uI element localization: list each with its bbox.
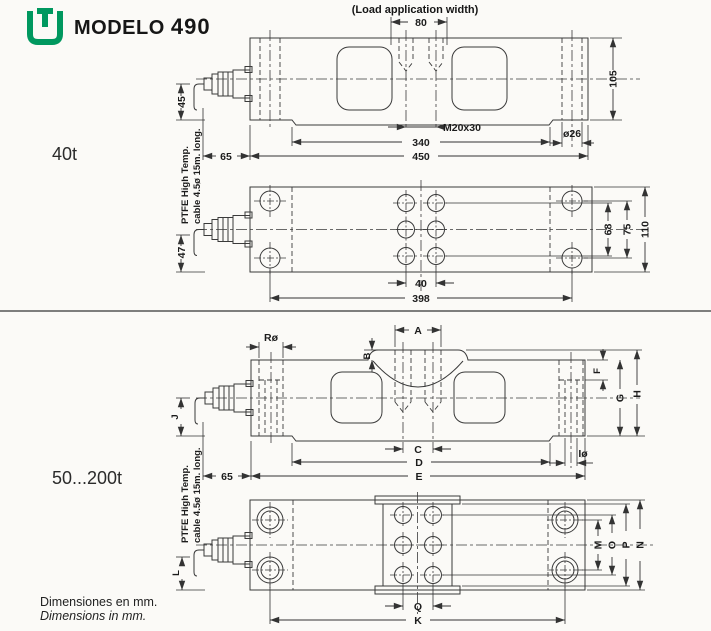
cable-note-line2: cable 4.5ø 15m. long. <box>192 128 203 224</box>
pocket-cutout <box>454 372 505 423</box>
dim-cable-offset: 65 <box>221 471 233 483</box>
dim-F: F <box>592 368 603 374</box>
dim-total-length: 450 <box>412 151 430 163</box>
dim-Q: Q <box>413 601 423 613</box>
dimensions-note <box>40 595 157 624</box>
section-label-40t: 40t <box>52 144 78 164</box>
dim-load-width: 80 <box>415 17 427 29</box>
dim-A: A <box>414 325 422 337</box>
dim-E: E <box>415 471 423 483</box>
model-label: MODELO <box>74 17 165 39</box>
plan-view-50-200t <box>171 447 655 627</box>
dim-base-length: 340 <box>412 137 430 149</box>
cable-note-line1: PTFE High Temp. <box>180 465 191 543</box>
pocket-cutout <box>337 47 392 110</box>
section-label-50-200t: 50...200t <box>52 468 123 488</box>
model-number: 490 <box>170 14 211 39</box>
dim-B: B <box>362 352 373 360</box>
dim-cable-height: 47 <box>176 246 188 259</box>
dim-hole-cols: 40 <box>415 278 427 290</box>
saddle-arc <box>373 361 463 387</box>
dim-L: L <box>171 570 182 576</box>
dim-hole-span: 398 <box>412 293 430 305</box>
dim-P: P <box>620 541 633 549</box>
dim-cable-offset: 65 <box>220 151 232 163</box>
dim-hole-dia: ø26 <box>562 128 582 140</box>
load-application-note: (Load application width) <box>351 4 479 16</box>
dim-K: K <box>414 615 422 627</box>
dim-plate-width: 110 <box>639 221 652 238</box>
dim-outer-rows: 75 <box>621 223 634 236</box>
dim-O: O <box>606 540 619 550</box>
side-view-40t <box>176 4 640 163</box>
dim-D: D <box>415 457 423 469</box>
side-view-50-200t <box>170 325 645 483</box>
load-cell-body <box>251 350 585 441</box>
cable-note-line1: PTFE High Temp. <box>180 146 191 224</box>
cable-connector <box>195 381 253 425</box>
cable-connector <box>194 67 252 111</box>
dim-inner-rows: 68 <box>602 223 615 236</box>
dim-thread: M20x30 <box>443 122 481 134</box>
dim-cable-height: 45 <box>176 96 188 108</box>
dim-N: N <box>634 541 647 549</box>
dim-R: Rø <box>264 332 278 344</box>
load-cell-body <box>250 38 588 125</box>
dim-M: M <box>592 540 605 550</box>
dim-G: G <box>614 393 627 403</box>
dimensions-note-es: Dimensiones en mm. <box>40 595 158 609</box>
dim-I: Iø <box>578 448 588 460</box>
dimensions-note-en: Dimensions in mm. <box>40 609 147 624</box>
pocket-cutout <box>452 47 507 110</box>
dim-H: H <box>631 390 644 398</box>
dim-height: 105 <box>607 70 620 88</box>
cable-note-line2: cable 4.5ø 15m. long. <box>192 447 203 543</box>
pocket-cutout <box>331 372 382 423</box>
dim-C: C <box>414 444 422 456</box>
dim-J: J <box>170 414 181 420</box>
